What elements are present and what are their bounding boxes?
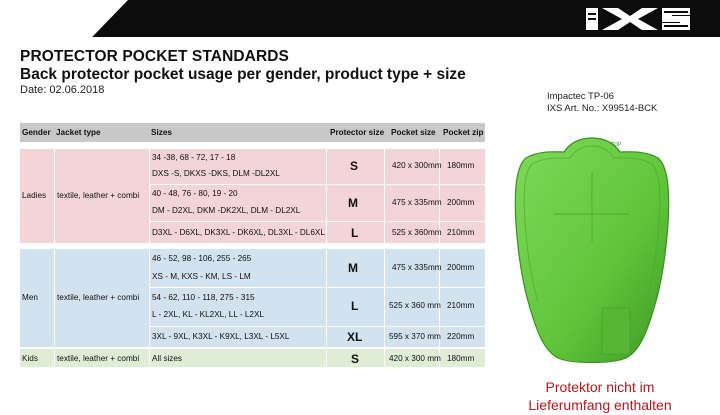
- table-row-sizes: 54 - 62, 110 - 118, 275 - 315: [152, 293, 255, 302]
- delivery-note-line2: Lieferumfang enthalten: [528, 397, 672, 413]
- col-pocket-zip: Pocket zip: [443, 128, 484, 137]
- table-row-sizes: 46 - 52, 98 - 106, 255 - 265: [152, 254, 252, 263]
- col-sizes: Sizes: [151, 128, 172, 137]
- col-protector-size: Protector size: [330, 128, 385, 137]
- product-name: Impactec TP-06: [547, 91, 614, 102]
- table-row-sizes: XS - M, KXS - KM, LS - LM: [152, 272, 251, 281]
- table-row-protector: S: [350, 159, 359, 173]
- table-row-sizes: DM - D2XL, DKM -DK2XL, DLM - DL2XL: [152, 206, 301, 215]
- ladies-group: [20, 149, 485, 243]
- table-row-sizes: DXS -S, DKXS -DKS, DLM -DL2XL: [152, 169, 280, 178]
- table-header: [20, 123, 485, 142]
- table-row-zip: 210mm: [447, 228, 475, 237]
- table-row-protector: L: [351, 226, 359, 240]
- table-row-sizes: 34 -38, 68 - 72, 17 - 18: [152, 153, 236, 162]
- page-subtitle: Back protector pocket usage per gender, product type + size: [20, 66, 466, 83]
- men-group: [20, 249, 485, 347]
- table-row-pocket: 475 x 335mm: [392, 198, 442, 207]
- col-gender: Gender: [22, 128, 51, 137]
- table-row-sizes: L - 2XL, KL - KL2XL, LL - L2XL: [152, 310, 264, 319]
- table-row-zip: 220mm: [447, 332, 475, 341]
- kids-gender: Kids: [22, 354, 38, 363]
- product-article: IXS Art. No.: X99514-BCK: [547, 103, 658, 114]
- table-row-protector: M: [348, 261, 358, 275]
- table-row-sizes: D3XL - D6XL, DK3XL - DK6XL, DL3XL - DL6XL: [152, 228, 325, 237]
- col-jacket-type: Jacket type: [56, 128, 101, 137]
- page-date: Date: 02.06.2018: [20, 84, 105, 96]
- table-row-sizes: 3XL - 9XL, K3XL - K9XL, L3XL - L5XL: [152, 332, 290, 341]
- col-pocket-size: Pocket size: [391, 128, 436, 137]
- kids-pocket: 420 x 300 mm: [389, 354, 441, 363]
- protector-shape: [515, 138, 668, 363]
- banner-cutout: [0, 0, 128, 37]
- back-protector-image: [512, 132, 672, 364]
- kids-protector: S: [351, 352, 360, 366]
- table-row-protector: L: [351, 299, 359, 313]
- delivery-note-line1: Protektor nicht im: [545, 379, 655, 395]
- table-row-zip: 200mm: [447, 263, 475, 272]
- table-row-zip: 210mm: [447, 301, 475, 310]
- table-row-pocket: 475 x 335mm: [392, 263, 442, 272]
- table-row-protector: M: [348, 196, 358, 210]
- table-row-sizes: 40 - 48, 76 - 80, 19 - 20: [152, 189, 238, 198]
- kids-group: [20, 349, 485, 367]
- top-banner: [0, 0, 720, 37]
- page-title: PROTECTOR POCKET STANDARDS: [20, 48, 289, 65]
- protector-stamp: TOP: [610, 142, 622, 148]
- men-jacket: textile, leather + combi: [57, 293, 140, 302]
- table-row-pocket: 525 x 360 mm: [389, 301, 441, 310]
- table-row-pocket: 595 x 370 mm: [389, 332, 441, 341]
- product-info: [547, 91, 657, 115]
- ladies-jacket: textile, leather + combi: [57, 191, 140, 200]
- ladies-gender: Ladies: [22, 191, 47, 200]
- delivery-note: [500, 378, 700, 414]
- table-row-pocket: 420 x 300mm: [392, 161, 442, 170]
- kids-sizes: All sizes: [152, 354, 183, 363]
- table-row-protector: XL: [347, 330, 363, 344]
- ixs-logo-icon: [584, 6, 694, 32]
- kids-jacket: textile, leather + combi: [57, 354, 140, 363]
- table-row-zip: 200mm: [447, 198, 475, 207]
- kids-zip: 180mm: [447, 354, 475, 363]
- table-row-zip: 180mm: [447, 161, 475, 170]
- table-row-pocket: 525 x 360mm: [392, 228, 442, 237]
- men-gender: Men: [22, 293, 38, 302]
